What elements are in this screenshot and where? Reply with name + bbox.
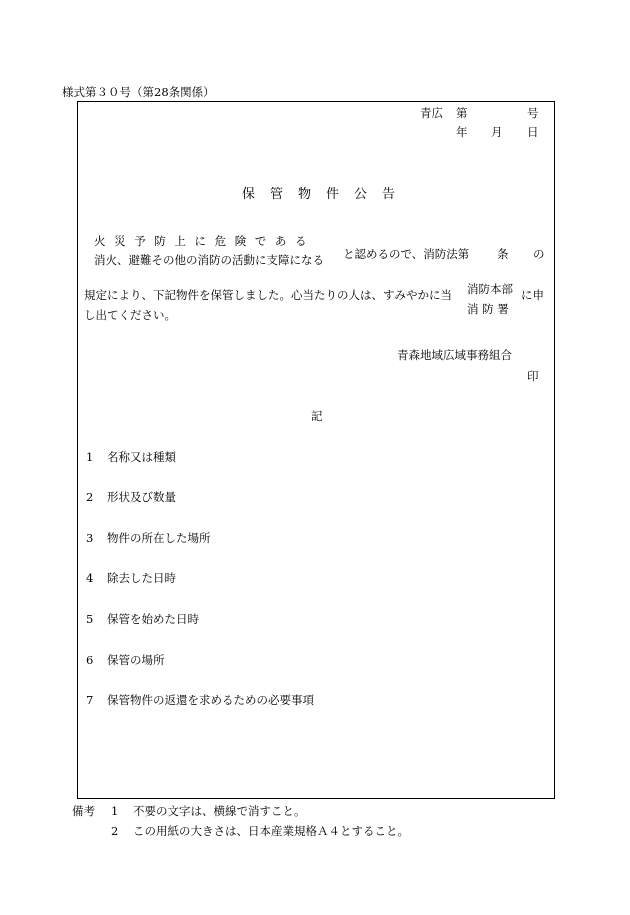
item-label: 保管を始めた日時: [107, 612, 199, 626]
seal-mark: 印: [527, 369, 539, 383]
reason-option-danger: 火災予防上に危険である: [94, 234, 316, 248]
remark-text: 不要の文字は、横線で消すこと。: [133, 804, 306, 818]
item-label: 保管物件の返還を求めるための必要事項: [107, 693, 314, 707]
office-option-station: 消 防 署: [467, 302, 509, 316]
document-title: 保管物件公告: [242, 187, 411, 202]
item-number: 1: [86, 450, 94, 464]
item-label: 名称又は種類: [107, 450, 176, 464]
body-no: の: [533, 247, 545, 261]
item-label: 保管の場所: [107, 653, 165, 667]
body-line-2: 規定により、下記物件を保管しました。心当たりの人は、すみやかに当: [84, 288, 452, 302]
date-month: 月: [491, 125, 503, 139]
reason-option-obstruction: 消火、避難その他の消防の活動に支障になる: [94, 253, 324, 267]
office-option-headquarters: 消防本部: [467, 282, 513, 296]
item-number: 6: [86, 653, 94, 667]
item-number: 2: [86, 490, 94, 504]
remark-number: 1: [111, 804, 119, 818]
item-number: 7: [86, 693, 94, 707]
body-line-3: し出てください。: [84, 308, 176, 322]
item-number: 3: [86, 531, 94, 545]
ki-heading: 記: [311, 409, 323, 423]
item-number: 5: [86, 612, 94, 626]
body-ni-shin: に申: [521, 288, 544, 302]
date-year: 年: [456, 125, 468, 139]
remarks-label: 備考: [72, 804, 95, 818]
body-article: 条: [497, 247, 509, 261]
item-label: 除去した日時: [107, 571, 176, 585]
form-number-header: 様式第３０号（第28条関係）: [62, 85, 215, 99]
remark-text: この用紙の大きさは、日本産業規格Ａ４とすること。: [133, 824, 409, 838]
item-label: 形状及び数量: [107, 490, 176, 504]
item-label: 物件の所在した場所: [107, 531, 211, 545]
item-number: 4: [86, 571, 94, 585]
body-middle-text: と認めるので、消防法第: [343, 247, 470, 261]
date-day: 日: [527, 125, 539, 139]
number-dai: 第: [456, 106, 468, 120]
number-go: 号: [527, 106, 539, 120]
number-prefix: 青広: [420, 106, 443, 120]
remark-number: 2: [111, 824, 119, 838]
issuer-name: 青森地域広域事務組合: [397, 348, 512, 362]
